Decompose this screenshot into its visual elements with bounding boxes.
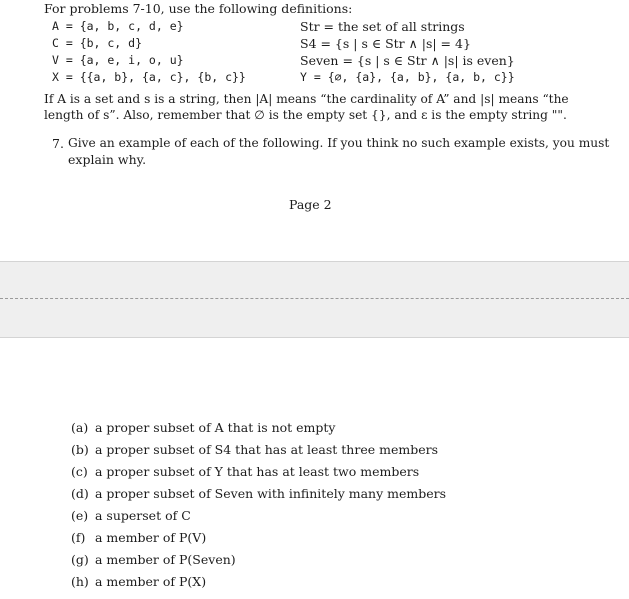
list-item-label: (c) [71,464,88,479]
list-item-label: (d) [71,486,89,501]
list-item-label: (f) [71,530,86,545]
definition-y: Y = {∅, {a}, {a, b}, {a, b, c}} [300,70,515,84]
definition-x: X = {{a, b}, {a, c}, {b, c}} [52,70,246,84]
list-item-text: a proper subset of Y that has at least two members [95,464,420,479]
list-item-text: a member of P(V) [95,530,207,545]
note-line-2: length of s”. Also, remember that ∅ is the empty set {}, and ε is the empty string "". [44,108,567,122]
definition-seven: Seven = {s | s ∈ Str ∧ |s| is even} [300,53,515,68]
list-item-label: (h) [71,574,89,589]
page-break-line [0,298,629,299]
problem-line-2: explain why. [68,152,147,167]
list-item-label: (a) [71,420,89,435]
list-item-text: a superset of C [95,508,191,523]
definition-str: Str = the set of all strings [300,19,465,34]
list-item-label: (e) [71,508,89,523]
list-item-label: (b) [71,442,89,457]
list-item-label: (g) [71,552,89,567]
list-item-text: a proper subset of A that is not empty [95,420,336,435]
list-item-text: a proper subset of S4 that has at least three members [95,442,438,457]
problem-number: 7. [52,136,64,151]
problem-line-1: Give an example of each of the following. If you think no such example exists, you must [68,136,610,150]
definition-c: C = {b, c, d} [52,36,143,50]
list-item-text: a member of P(X) [95,574,207,589]
page-break-band [0,261,629,338]
list-item-text: a proper subset of Seven with infinitely many members [95,486,447,501]
list-item-text: a member of P(Seven) [95,552,236,567]
page-number-label: Page 2 [289,197,332,212]
definition-v: V = {a, e, i, o, u} [52,53,184,67]
note-line-1: If A is a set and s is a string, then |A| means “the cardinality of A” and |s| means “the [44,92,569,106]
definition-a: A = {a, b, c, d, e} [52,19,184,33]
definition-s4: S4 = {s | s ∈ Str ∧ |s| = 4} [300,36,471,51]
intro-text: For problems 7-10, use the following definitions: [44,1,353,16]
